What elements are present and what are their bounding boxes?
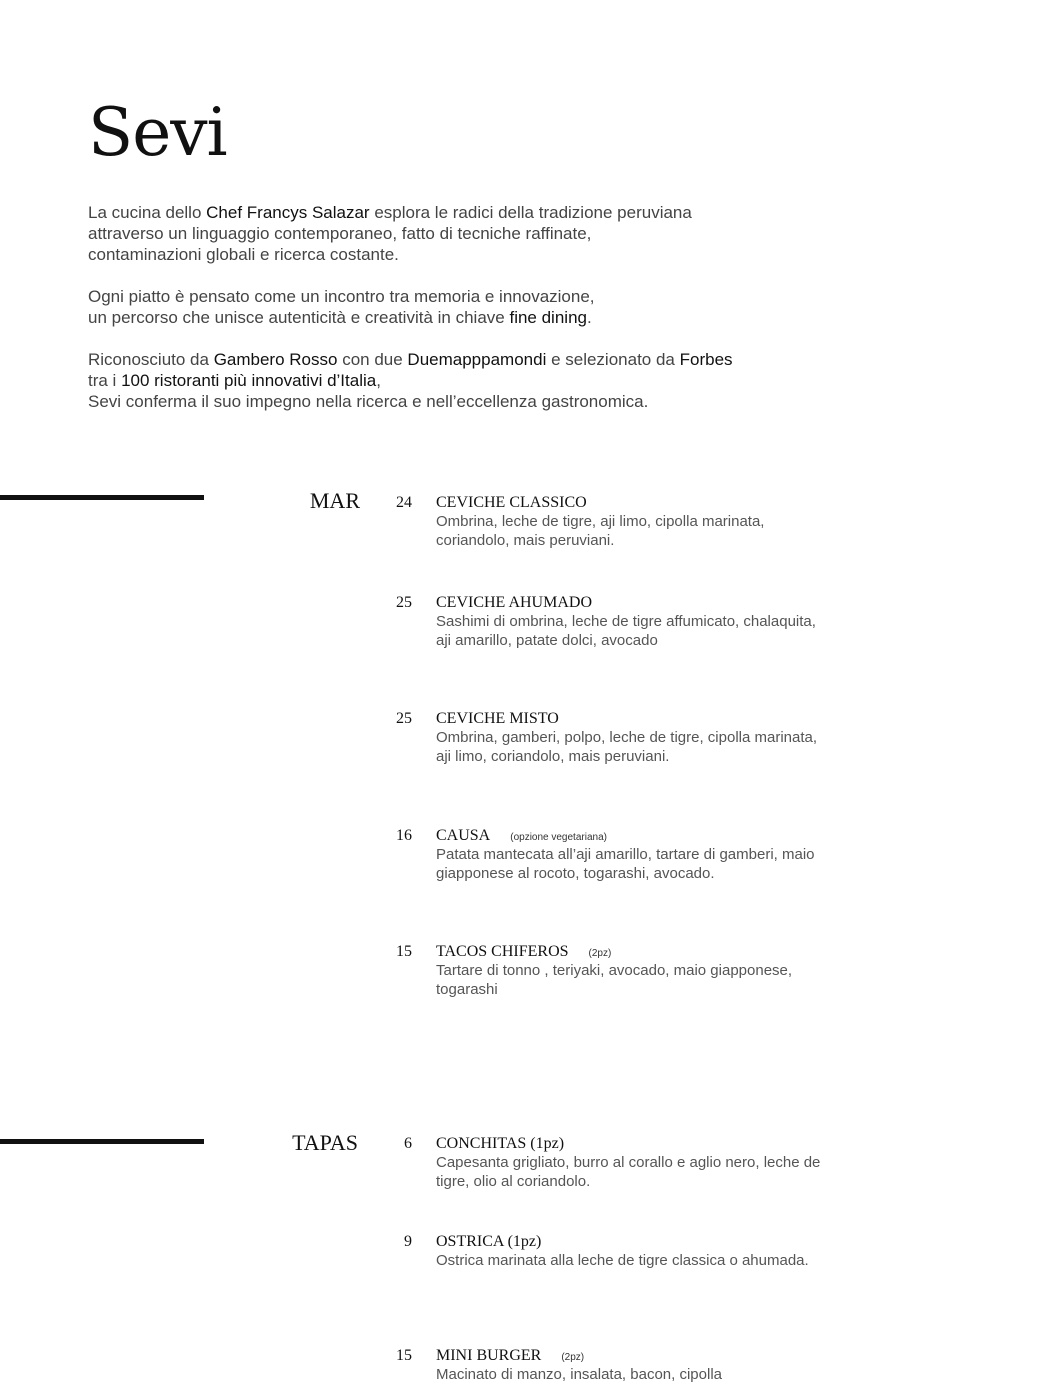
item-note: (opzione vegetariana)	[510, 832, 607, 843]
intro-text-span: un percorso che unisce autenticità e creatività in chiave	[88, 308, 510, 327]
section-title-tapas: TAPAS	[292, 1130, 358, 1155]
intro-text	[88, 202, 888, 433]
intro-text-span: attraverso un linguaggio contemporaneo, fatto di tecniche raffinate,	[88, 224, 592, 243]
section-divider-mar	[0, 495, 204, 500]
chef-name: Chef Francys Salazar	[206, 203, 370, 222]
intro-text-span: e selezionato da	[546, 350, 680, 369]
intro-text-span: La cucina dello	[88, 203, 207, 222]
gambero-rosso-highlight: Gambero Rosso	[213, 350, 338, 369]
brand-logo: Sevi	[88, 94, 227, 171]
intro-text-span: Riconosciuto da	[88, 350, 214, 369]
item-description: Capesanta grigliato, burro al corallo e aglio nero, leche de tigre, olio al coriandolo.	[436, 1154, 821, 1190]
item-name	[436, 710, 559, 728]
intro-text-span: tra i	[88, 371, 122, 390]
item-name-text: TACOS CHIFEROS	[436, 943, 569, 960]
item-price: 9	[404, 1233, 412, 1250]
ranking-highlight: 100 ristoranti più innovativi d’Italia	[121, 371, 377, 390]
intro-text-span: contaminazioni globali e ricerca costante.	[88, 245, 399, 264]
fine-dining-highlight: fine dining	[509, 308, 587, 327]
intro-text-span: esplora le radici della tradizione peruviana	[369, 203, 692, 222]
item-name	[436, 1233, 541, 1251]
forbes-highlight: Forbes	[679, 350, 733, 369]
intro-text-span: .	[586, 308, 592, 327]
intro-text-span: Ogni piatto è pensato come un incontro tra memoria e innovazione,	[88, 287, 595, 306]
item-name-text: CEVICHE AHUMADO	[436, 594, 592, 611]
section-divider-tapas	[0, 1139, 204, 1144]
item-name	[436, 1347, 584, 1365]
intro-paragraph-2	[88, 286, 888, 328]
item-description: Ombrina, gamberi, polpo, leche de tigre, cipolla marinata, aji limo, coriandolo, mais peruviani.	[436, 729, 818, 765]
intro-text-span: con due	[337, 350, 408, 369]
item-description: Ostrica marinata alla leche de tigre classica o ahumada.	[436, 1252, 809, 1269]
item-name-text: CEVICHE MISTO	[436, 710, 559, 727]
item-name-text: CAUSA	[436, 827, 491, 844]
intro-text-span: Sevi conferma il suo impegno nella ricerca e nell’eccellenza gastronomica.	[88, 392, 649, 411]
item-name-text: OSTRICA (1pz)	[436, 1233, 542, 1250]
item-description: Macinato di manzo, insalata, bacon, cipolla	[436, 1366, 722, 1383]
item-name	[436, 594, 592, 612]
item-name	[436, 943, 611, 961]
item-description: Patata mantecata all’aji amarillo, tartare di gamberi, maio giapponese al rocoto, togarashi, avocado.	[436, 846, 815, 882]
item-description: Tartare di tonno , teriyaki, avocado, maio giapponese, togarashi	[436, 962, 793, 998]
section-title-mar: MAR	[309, 488, 360, 513]
item-name-text: CEVICHE CLASSICO	[436, 494, 587, 511]
item-description: Ombrina, leche de tigre, aji limo, cipolla marinata, coriandolo, mais peruviani.	[436, 513, 765, 549]
item-note: (2pz)	[588, 948, 612, 959]
item-name	[436, 494, 587, 512]
item-description: Sashimi di ombrina, leche de tigre affumicato, chalaquita, aji amarillo, patate dolci, avocado	[436, 613, 816, 649]
item-name	[436, 827, 607, 845]
intro-paragraph-3	[88, 349, 888, 412]
item-price: 24	[396, 494, 412, 511]
item-price: 16	[396, 827, 412, 844]
item-note: (2pz)	[561, 1352, 585, 1363]
duemappamondi-highlight: Duemapppamondi	[407, 350, 547, 369]
intro-paragraph-1	[88, 202, 888, 265]
item-name-text: CONCHITAS (1pz)	[436, 1135, 565, 1152]
item-name-text: MINI BURGER	[436, 1347, 542, 1364]
intro-text-span: ,	[376, 371, 381, 390]
item-price: 25	[396, 594, 412, 611]
item-price: 6	[404, 1135, 412, 1152]
item-price: 15	[396, 943, 412, 960]
item-price: 15	[396, 1347, 412, 1364]
item-price: 25	[396, 710, 412, 727]
item-name	[436, 1135, 564, 1153]
